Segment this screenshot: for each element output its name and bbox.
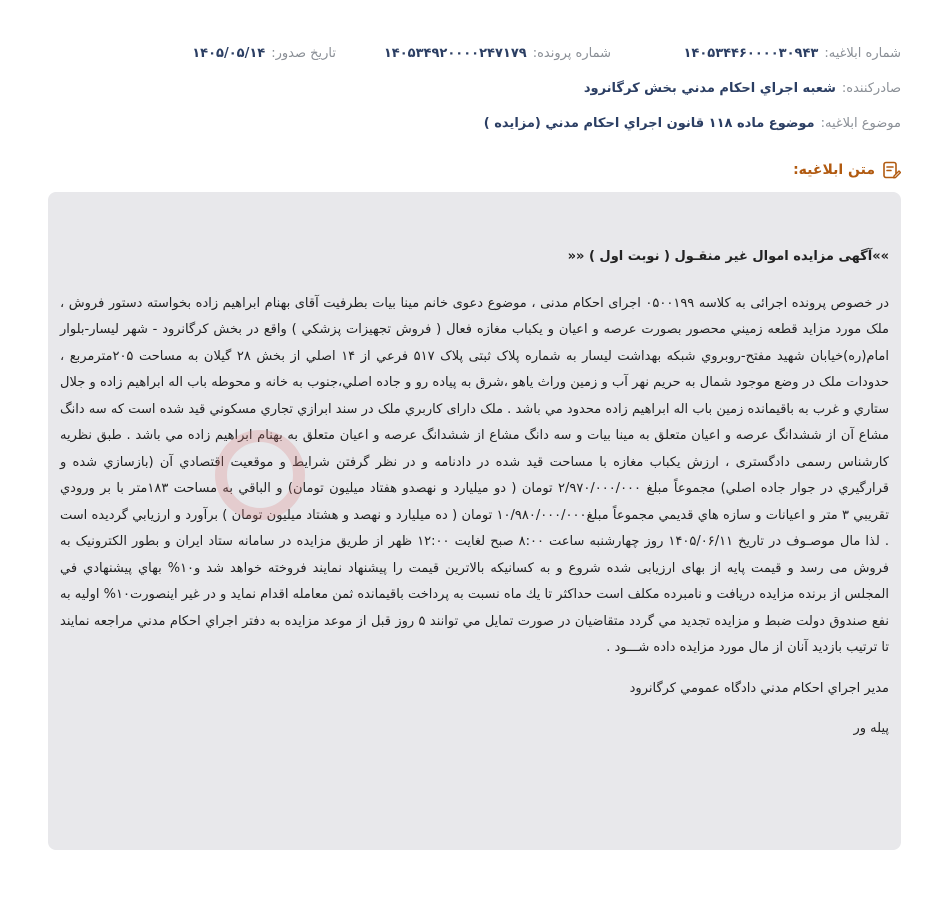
notice-number: ۱۴۰۵۳۴۴۶۰۰۰۰۳۰۹۴۳	[683, 46, 819, 61]
notice-body: در خصوص پرونده اجرائی به کلاسه ۰۵۰۰۱۹۹ اجرای احکام مدنی ، موضوع دعوی خانم مینا بیات بطرفیت آقای بهنام ابراهیم زاده بخواسته دستور فروش ، ملک مورد مزايد قطعه زميني محصور بصورت عرصه و اعيان و يکباب مغازه فعال ( فروش تجهيزات پزشکي ) واقع در بخش کرگانرود - شهر ليسار-بلوار امام(ره)خيابان شهيد مفتح-روبروي شبکه بهداشت ليسار به شماره پلاک ثبتی پلاک ۵۱۷ فرعي از ۱۴ اصلي از بخش ۲۸ گيلان به مساحت ۲۰۵مترمربع ، حدودات ملک در وضع موجود شمال به حريم نهر آب و زمين وراث ياهو ،شرق به پياده رو و جاده اصلي،جنوب به خانه و محوطه باب اله ابراهيم زاده و جلال ستاري و غرب به باقيمانده زمين باب اله ابراهيم زاده محدود مي باشد . ملک دارای کاربري ملک در سند ابرازي تجاري مسکوني قيد شده است که سه دانگ مشاع آن از ششدانگ عرصه و اعيان متعلق به مينا بيات و سه دانگ مشاع از ششدانگ عرصه و اعيان متعلق به بهنام ابراهيم زاده مي باشد . طبق نظريه کارشناس رسمی دادگستری ، ارزش يکباب مغازه با مساحت قيد شده در دادنامه و در نظر گرفتن شرايط و موقعيت اقتصادي آن (بازسازي شده و قرارگيري در جوار جاده اصلي) مجموعاً مبلغ ۲/۹۷۰/۰۰۰/۰۰۰ تومان ( دو ميليارد و نهصدو هفتاد ميليون تومان) و الباقي به مساحت ۱۸۳متر با بر ورودي تقريبي ۳ متر و اعيانات و سازه هاي قديمي مجموعاً مبلغ۱۰/۹۸۰/۰۰۰/۰۰۰ تومان ( ده ميليارد و نهصد و هشتاد ميليون تومان ) برآورد و ارزيابي گرديده است . لذا مال موصـوف در تاريخ ۱۴۰۵/۰۶/۱۱ روز چهارشنبه ساعت ۸:۰۰ صبح لغايت ۱۲:۰۰ ظهر از طريق مزايده در سامانه ستاد ايران و بطور الکترونيک به فروش می رسد و قيمت پايه از بهای ارزيابی شده شروع و به کسانيکه بالاترين قيمت را پيشنهاد نمايند فروخته خواهد شد و۱۰% بهاي پيشنهادي في المجلس از برنده مزايده دريافت و نامبرده مکلف است حداکثر تا يك ماه نسبت به پرداخت باقيمانده ثمن معامله اقدام نمايد و در غير اينصورت۱۰% اوليه به نفع صندوق دولت ضبط و مزايده تجديد مي گردد متقاضيان در صورت تمايل مي توانند ۵ روز قبل از موعد مزايده به دفتر اجراي احكام مدني مراجعه نمايند تا ترتيب بازديد آنان از مال مورد مزايده داده شـــود .	[60, 295, 889, 655]
section-title	[793, 160, 901, 180]
issuer-label: صادرکننده:	[841, 81, 901, 96]
issue-date-group	[192, 46, 336, 61]
case-number-group	[336, 46, 611, 61]
watermark-logo	[215, 430, 305, 520]
notice-meta-row	[40, 46, 901, 61]
notice-number-label: شماره ابلاغیه:	[824, 46, 901, 61]
signature-name: پيله ور	[853, 721, 889, 736]
issuer: شعبه اجراي احكام مدني بخش كرگانرود	[583, 81, 836, 96]
section-title-text: متن ابلاغیه:	[793, 162, 875, 178]
notice-content	[60, 244, 889, 757]
document-edit-icon	[881, 160, 901, 180]
subject: موضوع ماده ۱۱۸ قانون اجراي احكام مدني (مزايده )	[483, 116, 815, 131]
issue-date-label: تاریخ صدور:	[271, 46, 336, 61]
issue-date: ۱۴۰۵/۰۵/۱۴	[192, 46, 266, 61]
issuer-row	[40, 81, 901, 96]
signature-title: مدير اجراي احکام مدني دادگاه عمومي کرگانرود	[629, 680, 889, 696]
subject-row	[40, 116, 901, 131]
case-number: ۱۴۰۵۳۴۹۲۰۰۰۰۲۴۷۱۷۹	[383, 46, 527, 61]
subject-label: موضوع ابلاغیه:	[820, 116, 901, 131]
notice-heading: »»آگهی مزایده اموال غیر منقـول ( نوبت اول ) ««	[567, 249, 889, 264]
notice-panel	[48, 192, 901, 850]
notice-number-group	[611, 46, 901, 61]
case-number-label: شماره پرونده:	[532, 46, 611, 61]
